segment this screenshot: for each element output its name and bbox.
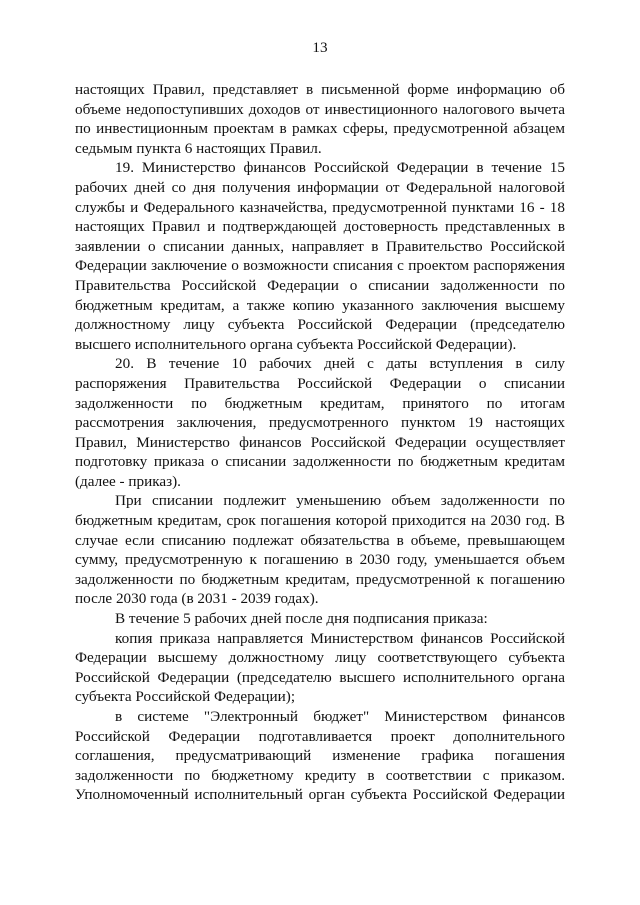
paragraph-within-5-days: В течение 5 рабочих дней после дня подписания приказа:	[115, 610, 488, 628]
paragraph-electronic-budget: в системе "Электронный бюджет" Министерством финансов Российской Федерации подготавливается проект дополнительного соглашения, предусматривающий изменение графика погашения задолженности по бюджетному кредиту в соответствии с приказом. Уполномоченный исполнительный орган субъекта Российской Федерации	[75, 708, 565, 804]
document-body	[75, 80, 565, 805]
page-number: 13	[312, 39, 328, 56]
paragraph-item-19: 19. Министерство финансов Российской Федерации в течение 15 рабочих дней со дня получения информации от Федеральной налоговой службы и Федерального казначейства, предусмотренной пунктами 16 - 18 настоящих Правил и подтверждающей достоверность представленных в заявлении о списании данных, направляет в Правительство Российской Федерации заключение о возможности списания с проектом распоряжения Правительства Российской Федерации о списании задолженности по бюджетным кредитам, а также копию указанного заключения высшему должностному лицу субъекта Российской Федерации (председателю высшего исполнительного органа субъекта Российской Федерации).	[75, 159, 565, 353]
paragraph-order-copy: копия приказа направляется Министерством финансов Российской Федерации высшему должностному лицу соответствующего субъекта Российской Федерации (председателю высшего исполнительного органа субъекта Российской Федерации);	[75, 629, 565, 706]
paragraph-item-20: 20. В течение 10 рабочих дней с даты вступления в силу распоряжения Правительства Российской Федерации о списании задолженности по бюджетным кредитам, принятого по итогам рассмотрения заключения, предусмотренного пунктом 19 настоящих Правил, Министерство финансов Российской Федерации осуществляет подготовку приказа о списании задолженности по бюджетным кредитам (далее - приказ).	[75, 355, 565, 490]
paragraph-continuation: настоящих Правил, представляет в письменной форме информацию об объеме недопоступивших доходов от инвестиционного налогового вычета по инвестиционным проектам в рамках сферы, предусмотренной абзацем седьмым пункта 6 настоящих Правил.	[75, 81, 565, 157]
paragraph-write-off-debt: При списании подлежит уменьшению объем задолженности по бюджетным кредитам, срок погашения которой приходится на 2030 год. В случае если списанию подлежат обязательства в объеме, превышающем сумму, предусмотренную к погашению в 2030 году, уменьшается объем задолженности по бюджетным кредитам, предусмотренной к погашению после 2030 года (в 2031 - 2039 годах).	[75, 492, 565, 608]
